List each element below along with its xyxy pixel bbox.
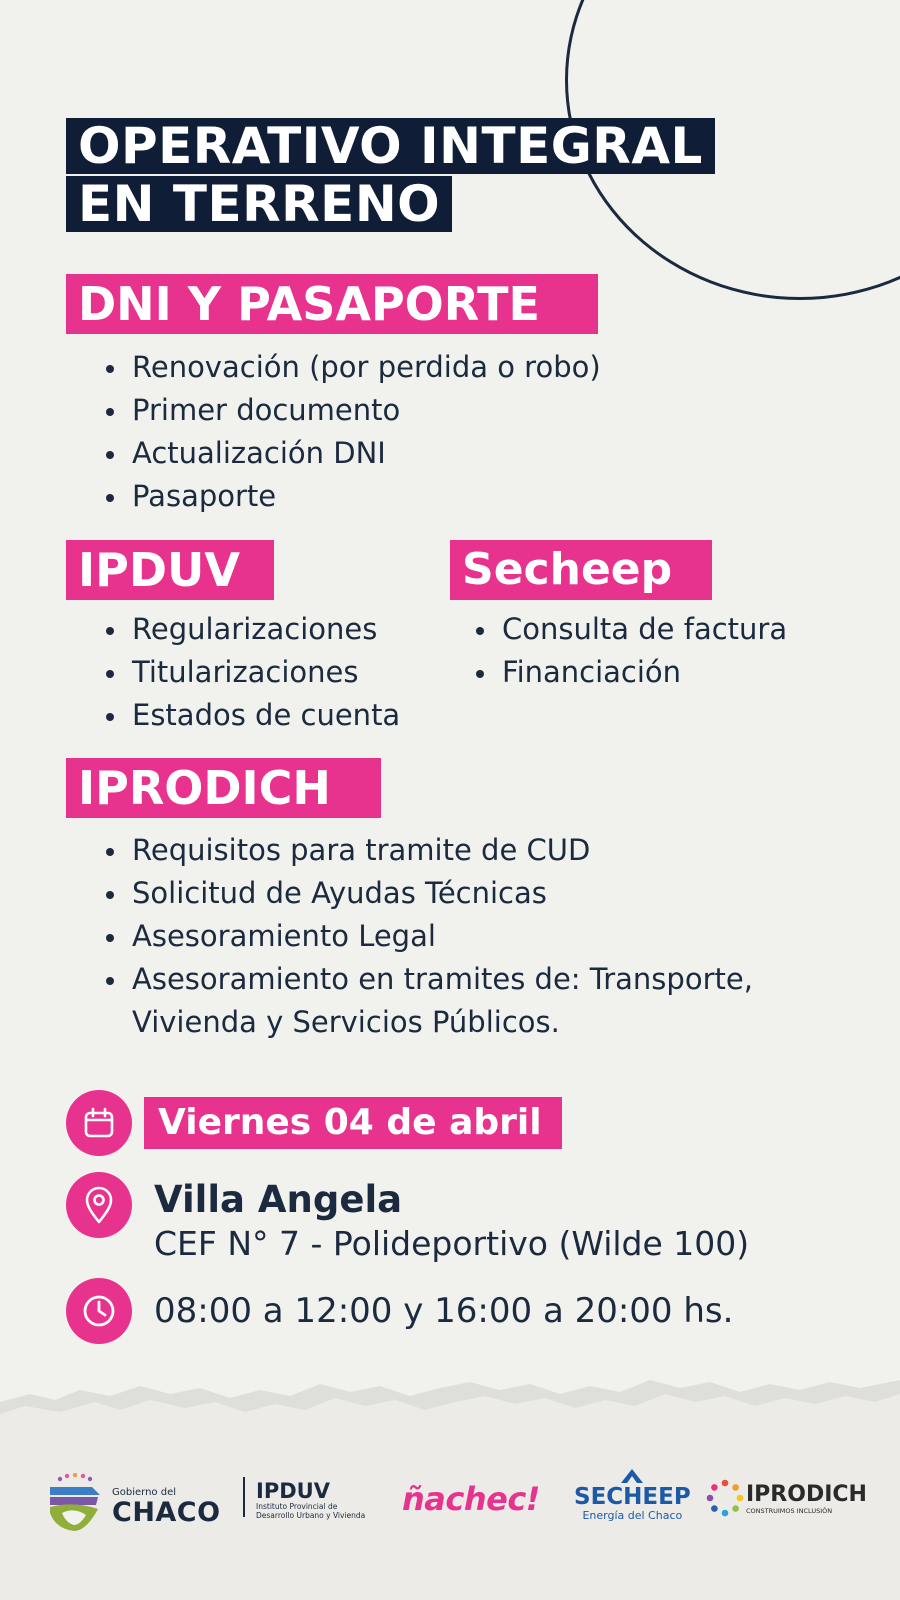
event-date: Viernes 04 de abril xyxy=(144,1097,562,1149)
list-item: Titularizaciones xyxy=(106,651,400,694)
iprodich-logo-name: IPRODICH xyxy=(746,1482,867,1507)
heading-secheep: Secheep xyxy=(450,540,712,600)
heading-dni: DNI Y PASAPORTE xyxy=(66,274,598,334)
secheep-logo-name: SECHEEP xyxy=(574,1484,691,1510)
list-item: Pasaporte xyxy=(106,475,601,518)
list-item: Renovación (por perdida o robo) xyxy=(106,346,601,389)
secheep-logo xyxy=(574,1467,691,1522)
title-line-1: OPERATIVO INTEGRAL xyxy=(66,118,715,174)
list-iprodich xyxy=(106,829,832,1044)
event-place: CEF N° 7 - Polideportivo (Wilde 100) xyxy=(154,1224,750,1263)
secheep-logo-sub: Energía del Chaco xyxy=(582,1509,683,1522)
list-item: Primer documento xyxy=(106,389,601,432)
list-item: Consulta de factura xyxy=(476,608,787,651)
list-item: Regularizaciones xyxy=(106,608,400,651)
list-dni xyxy=(106,346,601,518)
iprodich-emblem-icon xyxy=(706,1479,744,1517)
iprodich-logo-sub: CONSTRUIMOS INCLUSIÓN xyxy=(746,1507,833,1515)
list-item: Requisitos para tramite de CUD xyxy=(106,829,832,872)
list-item: Actualización DNI xyxy=(106,432,601,475)
nachec-logo: ñachec! xyxy=(402,1480,540,1518)
list-item: Financiación xyxy=(476,651,787,694)
logo-divider xyxy=(243,1477,245,1517)
ipduv-logo-name: IPDUV xyxy=(256,1479,330,1503)
list-item: Solicitud de Ayudas Técnicas xyxy=(106,872,832,915)
ipduv-logo-sub1: Instituto Provincial de xyxy=(256,1502,338,1511)
title-line-2: EN TERRENO xyxy=(66,176,452,232)
list-item: Estados de cuenta xyxy=(106,694,400,737)
list-item: Asesoramiento Legal xyxy=(106,915,832,958)
map-pin-icon xyxy=(66,1172,132,1238)
heading-iprodich: IPRODICH xyxy=(66,758,381,818)
list-ipduv xyxy=(106,608,400,737)
calendar-icon xyxy=(66,1090,132,1156)
ipduv-logo xyxy=(256,1480,365,1520)
event-hours: 08:00 a 12:00 y 16:00 a 20:00 hs. xyxy=(154,1291,734,1331)
ipduv-logo-sub2: Desarrollo Urbano y Vivienda xyxy=(256,1511,366,1520)
list-secheep xyxy=(476,608,787,694)
gobierno-chaco-logo xyxy=(46,1473,221,1537)
chaco-label: CHACO xyxy=(112,1497,221,1528)
secheep-emblem-icon xyxy=(617,1467,647,1485)
list-item: Asesoramiento en tramites de: Transporte, Vivienda y Servicios Públicos. xyxy=(106,958,832,1044)
sponsor-logos xyxy=(0,1465,900,1545)
clock-icon xyxy=(66,1278,132,1344)
gobierno-chaco-emblem-icon xyxy=(46,1473,104,1533)
heading-ipduv: IPDUV xyxy=(66,540,274,600)
event-city: Villa Angela xyxy=(154,1178,403,1221)
gobierno-label: Gobierno del xyxy=(112,1487,176,1498)
